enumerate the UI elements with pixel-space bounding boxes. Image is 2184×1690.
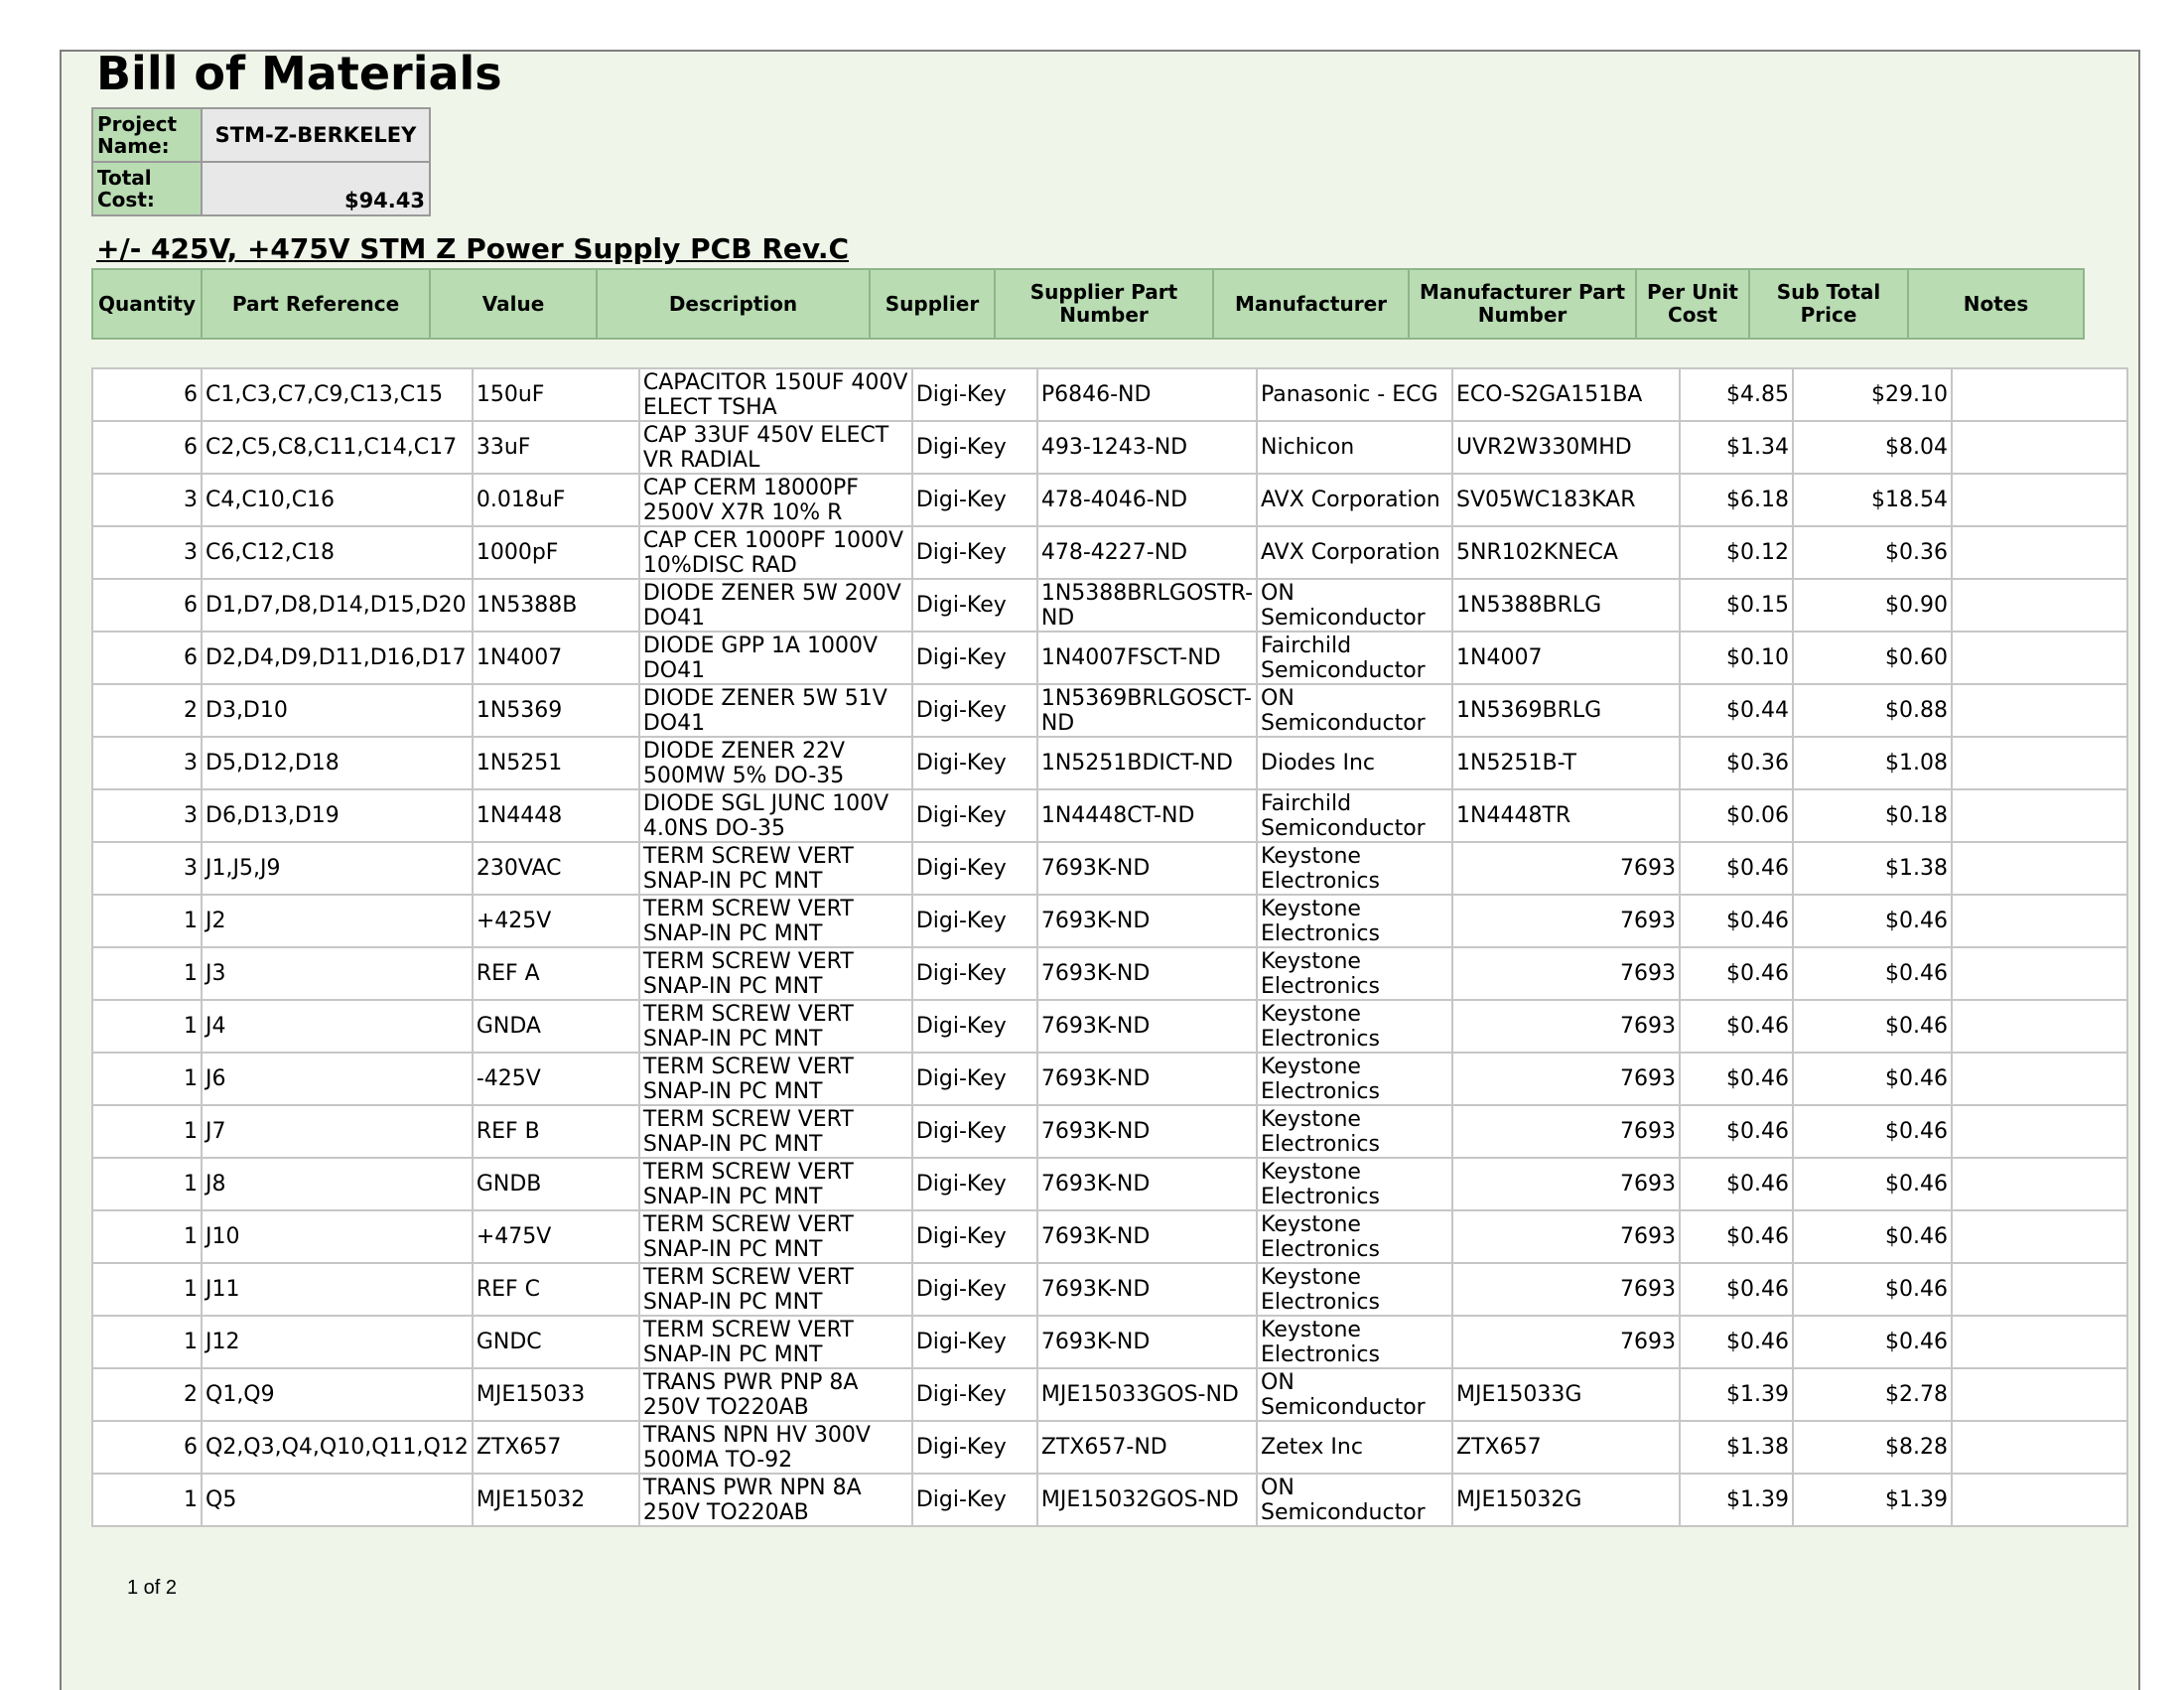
cell-sub-total-price: $0.46 <box>1793 1053 1952 1105</box>
cell-description: DIODE ZENER 5W 51V DO41 <box>639 684 912 737</box>
cell-manufacturer: ON Semiconductor <box>1257 579 1452 632</box>
cell-per-unit-cost: $0.46 <box>1680 1000 1793 1053</box>
page-title: Bill of Materials <box>96 47 502 100</box>
cell-part-reference: J1,J5,J9 <box>202 842 473 895</box>
cell-sub-total-price: $1.39 <box>1793 1474 1952 1526</box>
cell-manufacturer-part-number: 7693 <box>1452 1316 1680 1368</box>
project-name-label: Project Name: <box>92 108 202 162</box>
cell-notes <box>1952 1000 2127 1053</box>
column-header-value: Value <box>430 269 597 339</box>
cell-supplier-part-number: 7693K-ND <box>1037 1316 1257 1368</box>
cell-value: ZTX657 <box>473 1421 639 1474</box>
cell-value: 1000pF <box>473 526 639 579</box>
cell-part-reference: D1,D7,D8,D14,D15,D20 <box>202 579 473 632</box>
cell-supplier: Digi-Key <box>912 368 1037 421</box>
cell-quantity: 1 <box>92 1105 202 1158</box>
cell-sub-total-price: $0.46 <box>1793 1158 1952 1210</box>
cell-value: 150uF <box>473 368 639 421</box>
cell-notes <box>1952 526 2127 579</box>
cell-sub-total-price: $0.46 <box>1793 1105 1952 1158</box>
cell-supplier: Digi-Key <box>912 895 1037 947</box>
cell-supplier: Digi-Key <box>912 421 1037 474</box>
cell-per-unit-cost: $0.46 <box>1680 1210 1793 1263</box>
cell-manufacturer: Diodes Inc <box>1257 737 1452 789</box>
cell-quantity: 3 <box>92 526 202 579</box>
cell-manufacturer-part-number: 7693 <box>1452 1158 1680 1210</box>
cell-quantity: 1 <box>92 1000 202 1053</box>
table-row <box>92 684 2127 737</box>
cell-quantity: 6 <box>92 421 202 474</box>
cell-part-reference: Q1,Q9 <box>202 1368 473 1421</box>
cell-manufacturer-part-number: 7693 <box>1452 1105 1680 1158</box>
cell-supplier-part-number: 478-4046-ND <box>1037 474 1257 526</box>
cell-notes <box>1952 684 2127 737</box>
table-row <box>92 632 2127 684</box>
cell-manufacturer: Keystone Electronics <box>1257 1000 1452 1053</box>
column-header-notes: Notes <box>1908 269 2084 339</box>
table-row <box>92 1368 2127 1421</box>
cell-manufacturer: Fairchild Semiconductor <box>1257 789 1452 842</box>
cell-description: TERM SCREW VERT SNAP-IN PC MNT <box>639 1053 912 1105</box>
cell-quantity: 3 <box>92 789 202 842</box>
cell-manufacturer-part-number: SV05WC183KAR <box>1452 474 1680 526</box>
table-row <box>92 1105 2127 1158</box>
project-name-row <box>92 108 430 162</box>
cell-per-unit-cost: $0.46 <box>1680 1105 1793 1158</box>
cell-sub-total-price: $29.10 <box>1793 368 1952 421</box>
cell-supplier: Digi-Key <box>912 1000 1037 1053</box>
cell-sub-total-price: $18.54 <box>1793 474 1952 526</box>
total-cost-label: Total Cost: <box>92 162 202 215</box>
cell-value: +425V <box>473 895 639 947</box>
cell-notes <box>1952 1368 2127 1421</box>
cell-manufacturer-part-number: ZTX657 <box>1452 1421 1680 1474</box>
cell-part-reference: Q5 <box>202 1474 473 1526</box>
cell-manufacturer-part-number: 7693 <box>1452 1263 1680 1316</box>
cell-manufacturer: AVX Corporation <box>1257 526 1452 579</box>
cell-description: DIODE GPP 1A 1000V DO41 <box>639 632 912 684</box>
cell-notes <box>1952 421 2127 474</box>
cell-sub-total-price: $0.46 <box>1793 1210 1952 1263</box>
cell-value: REF C <box>473 1263 639 1316</box>
cell-supplier-part-number: 1N5388BRLGOSTR-ND <box>1037 579 1257 632</box>
cell-supplier: Digi-Key <box>912 1474 1037 1526</box>
cell-supplier-part-number: 7693K-ND <box>1037 1053 1257 1105</box>
cell-notes <box>1952 842 2127 895</box>
table-row <box>92 1158 2127 1210</box>
cell-supplier: Digi-Key <box>912 1158 1037 1210</box>
column-header-manufacturer: Manufacturer <box>1213 269 1409 339</box>
cell-supplier-part-number: ZTX657-ND <box>1037 1421 1257 1474</box>
cell-sub-total-price: $0.36 <box>1793 526 1952 579</box>
column-header-manufacturer-part-number: Manufacturer Part Number <box>1409 269 1636 339</box>
table-row <box>92 421 2127 474</box>
cell-description: CAP 33UF 450V ELECT VR RADIAL <box>639 421 912 474</box>
cell-supplier: Digi-Key <box>912 632 1037 684</box>
cell-notes <box>1952 789 2127 842</box>
table-row <box>92 526 2127 579</box>
cell-quantity: 1 <box>92 1158 202 1210</box>
cell-per-unit-cost: $1.34 <box>1680 421 1793 474</box>
cell-part-reference: C4,C10,C16 <box>202 474 473 526</box>
cell-manufacturer-part-number: 1N4448TR <box>1452 789 1680 842</box>
cell-value: 1N4448 <box>473 789 639 842</box>
cell-manufacturer: Keystone Electronics <box>1257 842 1452 895</box>
cell-description: TERM SCREW VERT SNAP-IN PC MNT <box>639 1263 912 1316</box>
table-row <box>92 1053 2127 1105</box>
cell-supplier-part-number: 7693K-ND <box>1037 1105 1257 1158</box>
cell-sub-total-price: $2.78 <box>1793 1368 1952 1421</box>
cell-value: 1N5388B <box>473 579 639 632</box>
cell-manufacturer: Keystone Electronics <box>1257 947 1452 1000</box>
cell-supplier-part-number: 7693K-ND <box>1037 1263 1257 1316</box>
cell-manufacturer-part-number: 7693 <box>1452 842 1680 895</box>
cell-manufacturer-part-number: MJE15033G <box>1452 1368 1680 1421</box>
cell-per-unit-cost: $0.46 <box>1680 895 1793 947</box>
cell-per-unit-cost: $0.46 <box>1680 1263 1793 1316</box>
cell-description: TERM SCREW VERT SNAP-IN PC MNT <box>639 1316 912 1368</box>
cell-notes <box>1952 947 2127 1000</box>
cell-value: 33uF <box>473 421 639 474</box>
cell-per-unit-cost: $4.85 <box>1680 368 1793 421</box>
table-row <box>92 1316 2127 1368</box>
cell-value: 1N5251 <box>473 737 639 789</box>
table-row <box>92 1474 2127 1526</box>
cell-notes <box>1952 1474 2127 1526</box>
cell-manufacturer: Keystone Electronics <box>1257 1210 1452 1263</box>
cell-description: TRANS PWR PNP 8A 250V TO220AB <box>639 1368 912 1421</box>
cell-value: MJE15033 <box>473 1368 639 1421</box>
cell-supplier: Digi-Key <box>912 1368 1037 1421</box>
cell-per-unit-cost: $0.12 <box>1680 526 1793 579</box>
table-row <box>92 1263 2127 1316</box>
column-header-per-unit-cost: Per Unit Cost <box>1636 269 1749 339</box>
project-info-table <box>91 107 431 216</box>
cell-sub-total-price: $8.04 <box>1793 421 1952 474</box>
cell-notes <box>1952 1158 2127 1210</box>
cell-part-reference: J11 <box>202 1263 473 1316</box>
cell-sub-total-price: $0.18 <box>1793 789 1952 842</box>
cell-part-reference: J12 <box>202 1316 473 1368</box>
cell-manufacturer-part-number: 5NR102KNECA <box>1452 526 1680 579</box>
cell-supplier-part-number: 7693K-ND <box>1037 947 1257 1000</box>
cell-part-reference: J10 <box>202 1210 473 1263</box>
cell-manufacturer: Nichicon <box>1257 421 1452 474</box>
cell-part-reference: Q2,Q3,Q4,Q10,Q11,Q12 <box>202 1421 473 1474</box>
cell-per-unit-cost: $0.15 <box>1680 579 1793 632</box>
cell-supplier-part-number: 7693K-ND <box>1037 842 1257 895</box>
cell-supplier-part-number: 1N5251BDICT-ND <box>1037 737 1257 789</box>
cell-description: CAPACITOR 150UF 400V ELECT TSHA <box>639 368 912 421</box>
cell-sub-total-price: $0.46 <box>1793 1316 1952 1368</box>
cell-supplier-part-number: 493-1243-ND <box>1037 421 1257 474</box>
table-row <box>92 1210 2127 1263</box>
cell-sub-total-price: $0.60 <box>1793 632 1952 684</box>
cell-notes <box>1952 579 2127 632</box>
cell-per-unit-cost: $0.46 <box>1680 1316 1793 1368</box>
cell-part-reference: D3,D10 <box>202 684 473 737</box>
table-row <box>92 368 2127 421</box>
cell-per-unit-cost: $0.46 <box>1680 947 1793 1000</box>
cell-manufacturer-part-number: 1N4007 <box>1452 632 1680 684</box>
cell-notes <box>1952 474 2127 526</box>
cell-manufacturer-part-number: UVR2W330MHD <box>1452 421 1680 474</box>
cell-value: -425V <box>473 1053 639 1105</box>
cell-supplier-part-number: 7693K-ND <box>1037 895 1257 947</box>
cell-part-reference: J8 <box>202 1158 473 1210</box>
cell-manufacturer: Keystone Electronics <box>1257 1053 1452 1105</box>
cell-supplier-part-number: 1N4448CT-ND <box>1037 789 1257 842</box>
cell-supplier-part-number: P6846-ND <box>1037 368 1257 421</box>
cell-notes <box>1952 895 2127 947</box>
table-row <box>92 895 2127 947</box>
cell-supplier: Digi-Key <box>912 1263 1037 1316</box>
cell-value: 0.018uF <box>473 474 639 526</box>
cell-manufacturer: Keystone Electronics <box>1257 1316 1452 1368</box>
table-row <box>92 737 2127 789</box>
cell-manufacturer-part-number: 7693 <box>1452 1000 1680 1053</box>
column-header-supplier-part-number: Supplier Part Number <box>995 269 1213 339</box>
cell-value: GNDA <box>473 1000 639 1053</box>
cell-supplier-part-number: 7693K-ND <box>1037 1158 1257 1210</box>
cell-sub-total-price: $0.46 <box>1793 947 1952 1000</box>
cell-sub-total-price: $0.88 <box>1793 684 1952 737</box>
cell-supplier-part-number: 478-4227-ND <box>1037 526 1257 579</box>
cell-supplier: Digi-Key <box>912 842 1037 895</box>
cell-supplier: Digi-Key <box>912 947 1037 1000</box>
cell-per-unit-cost: $6.18 <box>1680 474 1793 526</box>
cell-supplier: Digi-Key <box>912 737 1037 789</box>
column-header-supplier: Supplier <box>870 269 995 339</box>
cell-part-reference: D5,D12,D18 <box>202 737 473 789</box>
cell-per-unit-cost: $0.46 <box>1680 1053 1793 1105</box>
bom-body <box>92 368 2127 1526</box>
cell-manufacturer-part-number: 7693 <box>1452 1053 1680 1105</box>
cell-supplier-part-number: 7693K-ND <box>1037 1210 1257 1263</box>
cell-supplier: Digi-Key <box>912 1421 1037 1474</box>
cell-per-unit-cost: $1.39 <box>1680 1368 1793 1421</box>
total-cost-value: $94.43 <box>202 162 430 215</box>
cell-sub-total-price: $0.46 <box>1793 895 1952 947</box>
cell-notes <box>1952 737 2127 789</box>
cell-per-unit-cost: $0.10 <box>1680 632 1793 684</box>
cell-part-reference: J3 <box>202 947 473 1000</box>
cell-description: TERM SCREW VERT SNAP-IN PC MNT <box>639 842 912 895</box>
cell-supplier: Digi-Key <box>912 789 1037 842</box>
cell-sub-total-price: $1.08 <box>1793 737 1952 789</box>
cell-value: MJE15032 <box>473 1474 639 1526</box>
cell-notes <box>1952 632 2127 684</box>
table-row <box>92 1000 2127 1053</box>
cell-part-reference: C1,C3,C7,C9,C13,C15 <box>202 368 473 421</box>
cell-sub-total-price: $0.46 <box>1793 1000 1952 1053</box>
cell-manufacturer: AVX Corporation <box>1257 474 1452 526</box>
cell-manufacturer-part-number: 1N5251B-T <box>1452 737 1680 789</box>
cell-part-reference: J6 <box>202 1053 473 1105</box>
cell-quantity: 1 <box>92 1474 202 1526</box>
cell-per-unit-cost: $0.36 <box>1680 737 1793 789</box>
page-number: 1 of 2 <box>127 1577 178 1599</box>
column-header-part-reference: Part Reference <box>202 269 430 339</box>
cell-notes <box>1952 1210 2127 1263</box>
cell-manufacturer-part-number: 7693 <box>1452 895 1680 947</box>
cell-notes <box>1952 1105 2127 1158</box>
section-title: +/- 425V, +475V STM Z Power Supply PCB Rev.C <box>96 232 850 265</box>
cell-value: REF B <box>473 1105 639 1158</box>
cell-notes <box>1952 368 2127 421</box>
table-row <box>92 842 2127 895</box>
cell-supplier: Digi-Key <box>912 1316 1037 1368</box>
cell-per-unit-cost: $1.38 <box>1680 1421 1793 1474</box>
cell-manufacturer: Fairchild Semiconductor <box>1257 632 1452 684</box>
cell-supplier: Digi-Key <box>912 684 1037 737</box>
cell-value: 1N5369 <box>473 684 639 737</box>
cell-description: TERM SCREW VERT SNAP-IN PC MNT <box>639 1000 912 1053</box>
cell-supplier: Digi-Key <box>912 1105 1037 1158</box>
cell-quantity: 3 <box>92 474 202 526</box>
cell-quantity: 1 <box>92 947 202 1000</box>
cell-supplier: Digi-Key <box>912 579 1037 632</box>
header-row <box>92 269 2084 339</box>
cell-supplier: Digi-Key <box>912 526 1037 579</box>
cell-value: GNDB <box>473 1158 639 1210</box>
table-row <box>92 789 2127 842</box>
cell-manufacturer: Keystone Electronics <box>1257 1105 1452 1158</box>
cell-sub-total-price: $0.46 <box>1793 1263 1952 1316</box>
cell-value: +475V <box>473 1210 639 1263</box>
cell-per-unit-cost: $0.44 <box>1680 684 1793 737</box>
cell-description: TERM SCREW VERT SNAP-IN PC MNT <box>639 895 912 947</box>
cell-quantity: 2 <box>92 684 202 737</box>
cell-quantity: 3 <box>92 737 202 789</box>
cell-quantity: 1 <box>92 1263 202 1316</box>
cell-value: 1N4007 <box>473 632 639 684</box>
cell-quantity: 1 <box>92 895 202 947</box>
cell-supplier: Digi-Key <box>912 1053 1037 1105</box>
cell-quantity: 6 <box>92 579 202 632</box>
cell-manufacturer-part-number: MJE15032G <box>1452 1474 1680 1526</box>
cell-part-reference: J7 <box>202 1105 473 1158</box>
cell-part-reference: D6,D13,D19 <box>202 789 473 842</box>
cell-part-reference: D2,D4,D9,D11,D16,D17 <box>202 632 473 684</box>
cell-quantity: 6 <box>92 632 202 684</box>
cell-manufacturer-part-number: 1N5388BRLG <box>1452 579 1680 632</box>
cell-quantity: 2 <box>92 1368 202 1421</box>
cell-supplier-part-number: 1N5369BRLGOSCT-ND <box>1037 684 1257 737</box>
cell-description: DIODE ZENER 5W 200V DO41 <box>639 579 912 632</box>
cell-quantity: 6 <box>92 1421 202 1474</box>
cell-part-reference: C2,C5,C8,C11,C14,C17 <box>202 421 473 474</box>
cell-sub-total-price: $1.38 <box>1793 842 1952 895</box>
column-header-description: Description <box>597 269 870 339</box>
cell-notes <box>1952 1053 2127 1105</box>
cell-supplier-part-number: 7693K-ND <box>1037 1000 1257 1053</box>
cell-manufacturer: Zetex Inc <box>1257 1421 1452 1474</box>
cell-manufacturer: Panasonic - ECG <box>1257 368 1452 421</box>
cell-part-reference: J4 <box>202 1000 473 1053</box>
bom-header-table <box>91 268 2085 340</box>
cell-description: CAP CER 1000PF 1000V 10%DISC RAD <box>639 526 912 579</box>
cell-value: 230VAC <box>473 842 639 895</box>
cell-supplier-part-number: MJE15033GOS-ND <box>1037 1368 1257 1421</box>
cell-per-unit-cost: $0.46 <box>1680 1158 1793 1210</box>
cell-per-unit-cost: $0.46 <box>1680 842 1793 895</box>
cell-manufacturer: ON Semiconductor <box>1257 684 1452 737</box>
cell-notes <box>1952 1316 2127 1368</box>
cell-per-unit-cost: $1.39 <box>1680 1474 1793 1526</box>
cell-sub-total-price: $8.28 <box>1793 1421 1952 1474</box>
cell-notes <box>1952 1263 2127 1316</box>
table-row <box>92 1421 2127 1474</box>
cell-manufacturer-part-number: 1N5369BRLG <box>1452 684 1680 737</box>
cell-quantity: 1 <box>92 1210 202 1263</box>
cell-description: TERM SCREW VERT SNAP-IN PC MNT <box>639 1210 912 1263</box>
cell-value: GNDC <box>473 1316 639 1368</box>
cell-quantity: 6 <box>92 368 202 421</box>
cell-supplier: Digi-Key <box>912 1210 1037 1263</box>
cell-quantity: 3 <box>92 842 202 895</box>
cell-manufacturer-part-number: 7693 <box>1452 947 1680 1000</box>
cell-value: REF A <box>473 947 639 1000</box>
bom-table <box>91 367 2128 1527</box>
cell-manufacturer-part-number: ECO-S2GA151BA <box>1452 368 1680 421</box>
cell-description: TRANS PWR NPN 8A 250V TO220AB <box>639 1474 912 1526</box>
cell-description: CAP CERM 18000PF 2500V X7R 10% R <box>639 474 912 526</box>
cell-supplier-part-number: MJE15032GOS-ND <box>1037 1474 1257 1526</box>
table-row <box>92 579 2127 632</box>
total-cost-row <box>92 162 430 215</box>
cell-description: TERM SCREW VERT SNAP-IN PC MNT <box>639 1158 912 1210</box>
cell-manufacturer: Keystone Electronics <box>1257 1158 1452 1210</box>
cell-quantity: 1 <box>92 1316 202 1368</box>
cell-description: DIODE ZENER 22V 500MW 5% DO-35 <box>639 737 912 789</box>
cell-part-reference: J2 <box>202 895 473 947</box>
cell-description: TERM SCREW VERT SNAP-IN PC MNT <box>639 947 912 1000</box>
cell-manufacturer: ON Semiconductor <box>1257 1474 1452 1526</box>
column-header-sub-total-price: Sub Total Price <box>1749 269 1908 339</box>
table-row <box>92 947 2127 1000</box>
cell-manufacturer: Keystone Electronics <box>1257 1263 1452 1316</box>
cell-quantity: 1 <box>92 1053 202 1105</box>
column-header-quantity: Quantity <box>92 269 202 339</box>
cell-manufacturer: Keystone Electronics <box>1257 895 1452 947</box>
table-row <box>92 474 2127 526</box>
cell-description: DIODE SGL JUNC 100V 4.0NS DO-35 <box>639 789 912 842</box>
cell-manufacturer: ON Semiconductor <box>1257 1368 1452 1421</box>
cell-part-reference: C6,C12,C18 <box>202 526 473 579</box>
cell-notes <box>1952 1421 2127 1474</box>
cell-supplier: Digi-Key <box>912 474 1037 526</box>
cell-description: TRANS NPN HV 300V 500MA TO-92 <box>639 1421 912 1474</box>
cell-supplier-part-number: 1N4007FSCT-ND <box>1037 632 1257 684</box>
cell-sub-total-price: $0.90 <box>1793 579 1952 632</box>
cell-manufacturer-part-number: 7693 <box>1452 1210 1680 1263</box>
cell-per-unit-cost: $0.06 <box>1680 789 1793 842</box>
project-name-value: STM-Z-BERKELEY <box>202 108 430 162</box>
cell-description: TERM SCREW VERT SNAP-IN PC MNT <box>639 1105 912 1158</box>
